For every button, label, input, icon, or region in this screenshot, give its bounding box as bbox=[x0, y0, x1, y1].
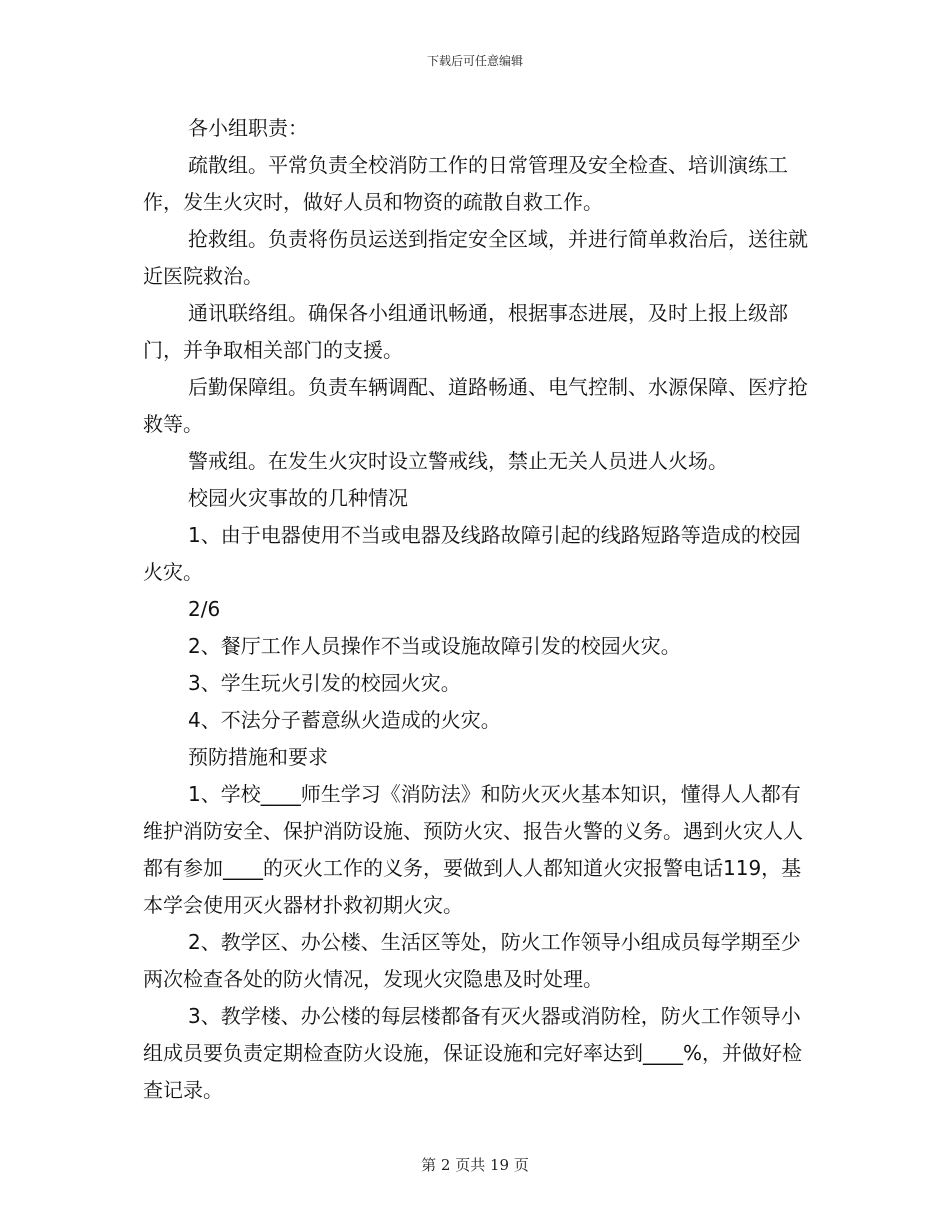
section-heading: 预防措施和要求 bbox=[188, 745, 328, 769]
page-marker: 2/6 bbox=[188, 597, 221, 621]
paragraph: 各小组职责： bbox=[188, 116, 308, 140]
paragraph: 3、教学楼、办公楼的每层楼都备有灭火器或消防栓，防火工作领导小组成员要负责定期检查防火设施，保证设施和完好率达到____%，并做好检查记录。 bbox=[143, 1004, 803, 1102]
paragraph: 警戒组。在发生火灾时设立警戒线，禁止无关人员进人火场。 bbox=[188, 449, 728, 473]
paragraph: 4、不法分子蓄意纵火造成的火灾。 bbox=[188, 708, 501, 732]
paragraph: 疏散组。平常负责全校消防工作的日常管理及安全检查、培训演练工作，发生火灾时，做好人员和物资的疏散自救工作。 bbox=[143, 153, 788, 214]
document-body bbox=[143, 110, 808, 1109]
paragraph: 后勤保障组。负责车辆调配、道路畅通、电气控制、水源保障、医疗抢救等。 bbox=[143, 375, 808, 436]
paragraph: 1、由于电器使用不当或电器及线路故障引起的线路短路等造成的校园火灾。 bbox=[143, 523, 801, 584]
paragraph: 抢救组。负责将伤员运送到指定安全区域，并进行简单救治后，送往就近医院救治。 bbox=[143, 227, 808, 288]
paragraph: 2、餐厅工作人员操作不当或设施故障引发的校园火灾。 bbox=[188, 634, 681, 658]
paragraph: 3、学生玩火引发的校园火灾。 bbox=[188, 671, 461, 695]
page-footer: 第 2 页共 19 页 bbox=[421, 1156, 529, 1174]
section-heading: 校园火灾事故的几种情况 bbox=[188, 486, 408, 510]
paragraph: 1、学校____师生学习《消防法》和防火灭火基本知识，懂得人人都有维护消防安全、保护消防设施、预防火灾、报告火警的义务。遇到火灾人人都有参加____的灭火工作的义务，要做到人人都知道火灾报警电话119，基本学会使用灭火器材扑救初期火灾。 bbox=[143, 782, 803, 917]
paragraph: 通讯联络组。确保各小组通讯畅通，根据事态进展，及时上报上级部门，并争取相关部门的支援。 bbox=[143, 301, 788, 362]
page-header: 下载后可任意编辑 bbox=[426, 54, 523, 68]
paragraph: 2、教学区、办公楼、生活区等处，防火工作领导小组成员每学期至少两次检查各处的防火情况，发现火灾隐患及时处理。 bbox=[143, 930, 801, 991]
